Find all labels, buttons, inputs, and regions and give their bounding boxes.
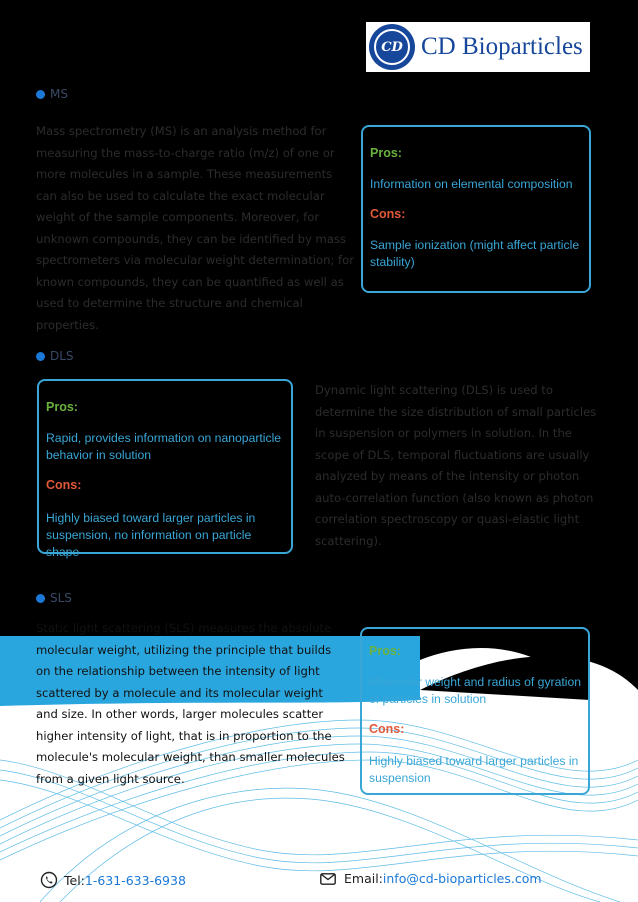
footer-phone <box>40 871 186 889</box>
logo-name: CD Bioparticles <box>421 33 583 60</box>
phone-number[interactable]: 1-631-633-6938 <box>84 872 186 888</box>
bullet-dot-icon <box>36 90 45 99</box>
cons-text: Highly biased toward larger particles in suspension, no information on particle shape <box>46 511 256 559</box>
section-heading-ms <box>36 87 68 101</box>
mail-icon <box>320 873 336 885</box>
cons-text: Sample ionization (might affect particle stability) <box>370 238 580 269</box>
pros-text: Molecular weight and radius of gyration of particles in solution <box>369 675 582 706</box>
paragraph-sls: Static light scattering (SLS) measures the absolute molecular weight, utilizing the principle that builds on the relationship between the intensity of light scattered by a molecule and its molecular weight and size. In other words, larger molecules scatter higher intensity of light, that is in proportion to the molecule's molecular weight, than smaller molecules from a given light source. <box>36 621 345 786</box>
bullet-dot-icon <box>36 594 45 603</box>
pros-label: Pros: <box>370 146 402 160</box>
section-title-ms: MS <box>50 87 68 101</box>
company-logo <box>366 22 590 72</box>
email-label: Email: <box>344 871 383 886</box>
section-title-dls: DLS <box>50 349 74 363</box>
pros-cons-box-ms <box>361 125 591 293</box>
pros-text: Rapid, provides information on nanoparticle behavior in solution <box>46 431 282 462</box>
phone-label: Tel: <box>64 872 85 888</box>
section-heading-dls <box>36 349 74 363</box>
cons-label: Cons: <box>46 478 82 492</box>
pros-text: Information on elemental composition <box>370 177 573 191</box>
pros-label: Pros: <box>369 644 401 658</box>
pros-cons-box-sls <box>360 627 590 795</box>
bullet-dot-icon <box>36 352 45 361</box>
cons-label: Cons: <box>370 207 406 221</box>
logo-monogram: CD <box>374 29 410 65</box>
pros-cons-box-dls <box>37 379 293 559</box>
phone-icon <box>40 871 58 889</box>
paragraph-ms: Mass spectrometry (MS) is an analysis method for measuring the mass-to-charge ratio (m/z) of one or more molecules in a sample. These measurements can also be used to calculate the exact molecular weight of the sample components. Moreover, for unknown compounds, they can be identified by mass spectrometers via molecular weight determination; for known compounds, they can be quantified as well as used to determine the structure and chemical properties. <box>36 124 354 332</box>
logo-mark-icon <box>369 24 415 70</box>
pros-label: Pros: <box>46 400 78 414</box>
cons-text: Highly biased toward larger particles in suspension <box>369 754 579 785</box>
cons-label: Cons: <box>369 722 405 736</box>
section-title-sls: SLS <box>50 591 72 605</box>
footer-email <box>320 871 542 886</box>
email-address[interactable]: info@cd-bioparticles.com <box>382 871 542 886</box>
section-heading-sls <box>36 591 72 605</box>
paragraph-dls: Dynamic light scattering (DLS) is used to determine the size distribution of small particles in suspension or polymers in solution. In the scope of DLS, temporal fluctuations are usually analyzed by means of the intensity or photon auto-correlation function (also known as photon correlation spectroscopy or quasi-elastic light scattering). <box>315 383 597 548</box>
